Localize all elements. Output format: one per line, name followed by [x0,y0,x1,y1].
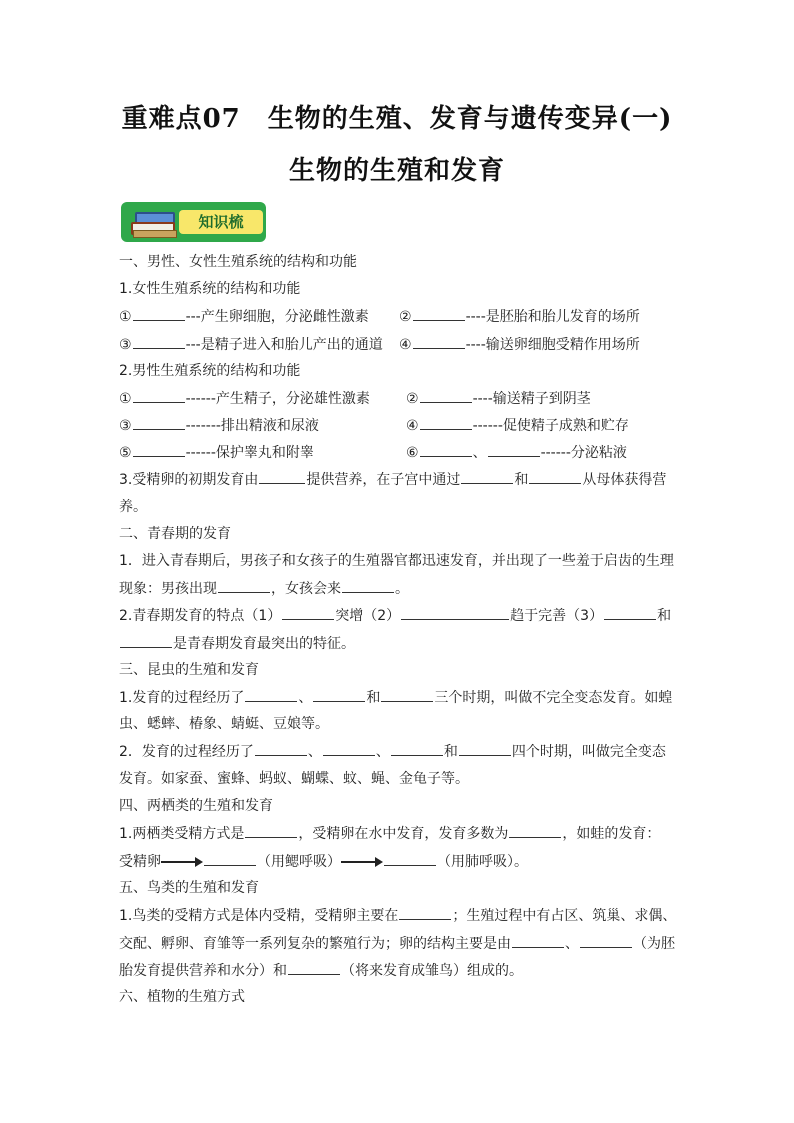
fill-row: ② ----是胚胎和胎儿发育的场所 [399,306,640,327]
blank[interactable] [245,823,297,838]
blank[interactable] [288,960,340,975]
badge-label: 知识梳 [179,210,263,234]
blank[interactable] [488,442,540,457]
fill-row: ② ----输送精子到阴茎 [406,388,591,409]
fill-row: ④ ----输送卵细胞受精作用场所 [399,334,640,355]
blank[interactable] [133,306,185,321]
fill-row: 1.发育的过程经历了 、 和 三个时期，叫做不完全变态发育。如蝗 [119,687,672,708]
blank[interactable] [255,741,307,756]
blank[interactable] [413,334,465,349]
section-heading: 三、昆虫的生殖和发育 [119,662,259,678]
fill-row: 2.青春期发育的特点（1） 突增（2） 趋于完善（3） 和 [119,605,671,626]
blank[interactable] [459,741,511,756]
blank[interactable] [391,741,443,756]
blank[interactable] [259,469,305,484]
page-title: 重难点07 生物的生殖、发育与遗传变异(一) [121,104,673,134]
subsection-heading: 2.男性生殖系统的结构和功能 [119,363,301,379]
fill-row: ③ -------排出精液和尿液 [119,415,319,436]
section-heading: 六、植物的生殖方式 [119,989,245,1005]
section-heading: 五、鸟类的生殖和发育 [119,880,259,896]
section-heading: 一、男性、女性生殖系统的结构和功能 [119,254,357,270]
blank[interactable] [133,388,185,403]
page-subtitle: 生物的生殖和发育 [288,156,505,186]
blank[interactable] [413,306,465,321]
blank[interactable] [120,633,172,648]
blank[interactable] [529,469,581,484]
blank[interactable] [420,415,472,430]
blank[interactable] [133,415,185,430]
fill-row: 1.鸟类的受精方式是体内受精，受精卵主要在 ；生殖过程中有占区、筑巢、求偶、 [119,905,676,926]
subsection-heading: 1.女性生殖系统的结构和功能 [119,281,301,297]
blank[interactable] [420,388,472,403]
blank[interactable] [313,687,365,702]
blank[interactable] [282,605,334,620]
blank[interactable] [580,933,632,948]
fill-row: ③ ---是精子进入和胎儿产出的通道 [119,334,383,355]
blank[interactable] [204,851,256,866]
fill-row: ④ ------促使精子成熟和贮存 [406,415,629,436]
knowledge-badge [121,202,266,242]
blank[interactable] [399,905,451,920]
blank[interactable] [512,933,564,948]
blank[interactable] [342,578,394,593]
fill-row: ⑤ ------保护睾丸和附睾 [119,442,314,463]
blank[interactable] [381,687,433,702]
blank[interactable] [604,605,656,620]
blank[interactable] [133,442,185,457]
fill-row: 现象：男孩出现 ，女孩会来 。 [119,578,409,599]
fill-row: 2．发育的过程经历了 、 、 和 四个时期，叫做完全变态 [119,741,666,762]
blank[interactable] [420,442,472,457]
fill-row: 是青春期发育最突出的特征。 [119,633,355,654]
arrow-right-icon [341,857,383,867]
text-line: 发育。如家蚕、蜜蜂、蚂蚁、蝴蝶、蚊、蝇、金龟子等。 [119,771,469,787]
fill-row: 3.受精卵的初期发育由 提供营养，在子宫中通过 和 从母体获得营 [119,469,666,490]
blank[interactable] [323,741,375,756]
book-icon [133,230,177,238]
blank[interactable] [133,334,185,349]
blank[interactable] [401,605,509,620]
section-heading: 四、两栖类的生殖和发育 [119,798,273,814]
blank[interactable] [218,578,270,593]
blank[interactable] [509,823,561,838]
fill-row: ① ------产生精子，分泌雄性激素 [119,388,370,409]
fill-row: ① ---产生卵细胞，分泌雌性激素 [119,306,369,327]
fill-row: ⑥ 、 ------分泌粘液 [406,442,627,463]
blank[interactable] [461,469,513,484]
fill-row: 受精卵 （用鳃呼吸） （用肺呼吸）。 [119,851,528,872]
text-line: 虫、蟋蟀、椿象、蜻蜓、豆娘等。 [119,716,329,732]
arrow-right-icon [161,857,203,867]
fill-row: 胎发育提供营养和水分）和 （将来发育成雏鸟）组成的。 [119,960,523,981]
text-line: 1．进入青春期后，男孩子和女孩子的生殖器官都迅速发育，并出现了一些羞于启齿的生理 [119,553,674,569]
text-line: 养。 [119,499,147,515]
fill-row: 交配、孵卵、育雏等一系列复杂的繁殖行为；卵的结构主要是由 、 （为胚 [119,933,675,954]
blank[interactable] [245,687,297,702]
section-heading: 二、青春期的发育 [119,526,231,542]
blank[interactable] [384,851,436,866]
fill-row: 1.两栖类受精方式是 ，受精卵在水中发育，发育多数为 ，如蛙的发育： [119,823,660,844]
